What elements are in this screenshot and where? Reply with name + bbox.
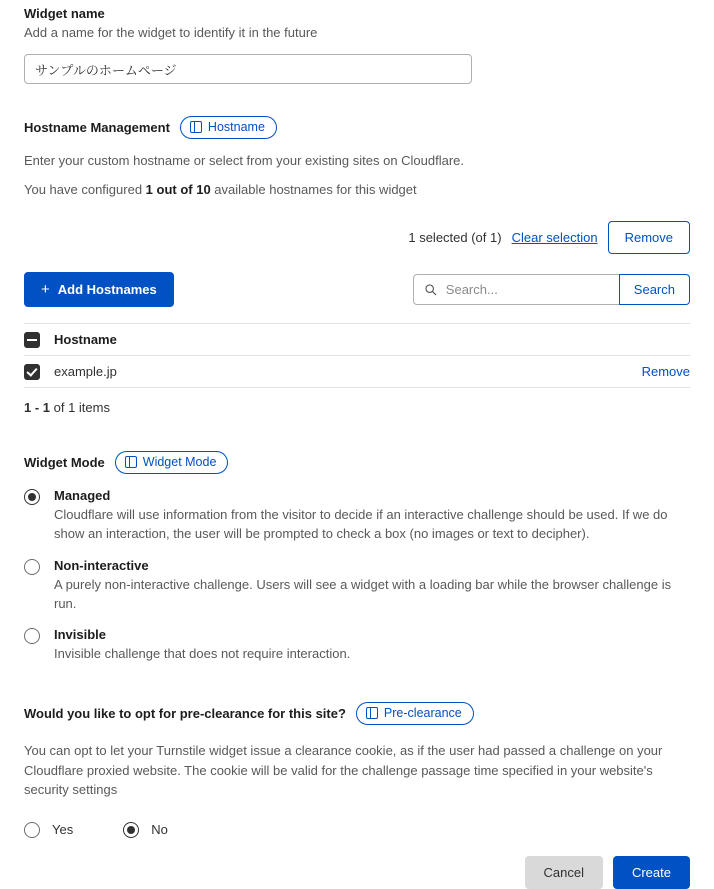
pre-clearance-description: You can opt to let your Turnstile widget issue a clearance cookie, as if the user had passed a challenge on your Cloudflare proxied website. The cookie will be valid for the challenge passage time specified in your website's security settings: [24, 743, 663, 798]
select-all-checkbox[interactable]: [24, 332, 40, 348]
row-remove-link[interactable]: Remove: [641, 364, 690, 379]
pre-clearance-docs-chip-label: Pre-clearance: [383, 706, 462, 721]
widget-name-description: Add a name for the widget to identify it in the future: [24, 25, 318, 40]
radio-no-label: No: [151, 822, 168, 838]
radio-managed-description: Cloudflare will use information from the visitor to decide if an interactive challenge should be used. If we do show an interaction, the user will be prompted to check a box (no images or text to decipher).: [54, 507, 668, 541]
radio-invisible-label: Invisible: [54, 627, 107, 643]
hostname-search-group: [413, 274, 690, 305]
row-checkbox[interactable]: [24, 364, 40, 380]
radio-non-interactive-description: A purely non-interactive challenge. Users will see a widget with a loading bar while the browser challenge is run.: [54, 576, 672, 611]
search-box[interactable]: [413, 274, 619, 305]
widget-mode-label: Widget Mode: [24, 455, 105, 470]
pre-clearance-docs-chip[interactable]: [356, 702, 474, 725]
pre-clearance-section: [16, 702, 698, 838]
form-footer: [16, 856, 690, 889]
widget-name-section: [16, 0, 698, 84]
radio-non-interactive-label: Non-interactive: [54, 557, 149, 573]
selection-toolbar: [16, 221, 690, 254]
hostname-management-label: Hostname Management: [24, 120, 170, 135]
pre-clearance-option-no[interactable]: [123, 822, 168, 838]
add-hostnames-label: Add Hostnames: [57, 282, 157, 297]
row-hostname: example.jp: [54, 364, 117, 379]
radio-yes[interactable]: [24, 822, 40, 838]
widget-mode-section: [16, 451, 698, 664]
widget-mode-option-managed[interactable]: [24, 488, 698, 544]
hostname-actions-row: [24, 272, 690, 307]
cancel-button[interactable]: Cancel: [525, 856, 603, 889]
items-count-range: 1 - 1: [24, 400, 51, 415]
pre-clearance-option-yes[interactable]: [24, 822, 73, 838]
radio-non-interactive[interactable]: [24, 559, 40, 575]
hostname-table: [24, 323, 690, 388]
book-icon: [366, 707, 378, 719]
widget-mode-header: [24, 451, 698, 474]
hostname-count-text: [24, 182, 698, 197]
hostname-table-header-row: [24, 324, 690, 356]
radio-invisible-description: Invisible challenge that does not require interaction.: [54, 646, 351, 662]
book-icon: [190, 121, 202, 133]
hostname-search-input[interactable]: [444, 281, 609, 298]
radio-managed[interactable]: [24, 489, 40, 505]
hostname-docs-chip[interactable]: [180, 116, 277, 139]
remove-selected-button[interactable]: Remove: [608, 221, 690, 254]
selection-count-text: 1 selected (of 1): [408, 230, 502, 245]
radio-managed-label: Managed: [54, 488, 111, 503]
widget-mode-option-non-interactive[interactable]: [24, 558, 698, 614]
hostname-search-button[interactable]: Search: [619, 274, 690, 305]
hostname-docs-chip-label: Hostname: [207, 120, 265, 134]
plus-icon: +: [41, 281, 50, 298]
add-hostnames-button[interactable]: [24, 272, 174, 307]
hostname-column-header: Hostname: [54, 332, 117, 347]
hostname-count-suffix: available hostnames for this widget: [210, 182, 417, 197]
table-row: [24, 356, 690, 388]
radio-invisible[interactable]: [24, 628, 40, 644]
hostname-management-header: [24, 116, 698, 139]
radio-yes-label: Yes: [52, 822, 74, 838]
widget-mode-docs-chip[interactable]: [115, 451, 229, 474]
radio-no[interactable]: [123, 822, 139, 838]
widget-name-label: Widget name: [24, 6, 105, 21]
items-count-rest: of 1 items: [50, 400, 110, 415]
book-icon: [125, 456, 137, 468]
hostname-description: Enter your custom hostname or select from your existing sites on Cloudflare.: [24, 153, 465, 168]
widget-mode-option-invisible[interactable]: [24, 627, 698, 664]
items-count: [24, 400, 698, 415]
pre-clearance-label: Would you like to opt for pre-clearance for this site?: [24, 706, 346, 722]
widget-name-input[interactable]: [24, 54, 472, 84]
hostname-count-prefix: You have configured: [24, 182, 146, 197]
hostname-management-section: [16, 116, 698, 415]
pre-clearance-header: [24, 702, 698, 725]
clear-selection-link[interactable]: Clear selection: [511, 230, 598, 245]
create-button[interactable]: Create: [613, 856, 690, 889]
pre-clearance-options: [24, 822, 698, 838]
search-icon: [424, 283, 437, 296]
widget-mode-docs-chip-label: Widget Mode: [142, 455, 217, 469]
hostname-count-value: 1 out of 10: [145, 182, 211, 197]
